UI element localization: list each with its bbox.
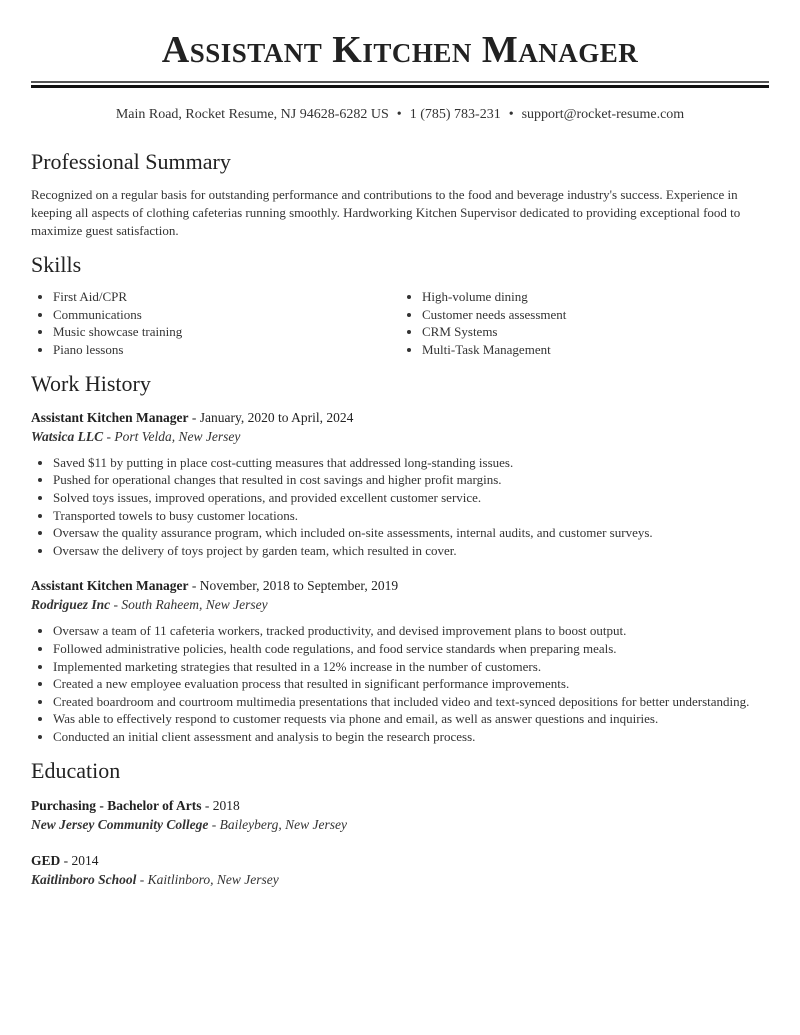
edu-degree-line — [31, 796, 769, 816]
bullet-separator: • — [396, 107, 402, 122]
edu-degree: GED — [31, 852, 61, 868]
contact-line — [31, 105, 769, 125]
skill-item: • Piano lessons — [53, 341, 400, 359]
resume-title: Assistant Kitchen Manager — [161, 29, 639, 71]
job-entry — [31, 408, 769, 560]
skill-item: • Customer needs assessment — [422, 306, 769, 324]
skill-item: • Multi-Task Management — [422, 341, 769, 359]
bullet-separator: • — [508, 107, 514, 122]
job-company: Watsica LLC — [31, 428, 104, 444]
job-bullet: • Pushed for operational changes that resulted in cost savings and higher profit margins. — [53, 471, 769, 489]
skill-item: • High-volume dining — [422, 288, 769, 306]
job-bullet: • Created boardroom and courtroom multimedia presentations that included video and text-synced depositions for better understanding. — [53, 693, 769, 711]
skill-item: • Communications — [53, 306, 400, 324]
edu-year: - 2018 — [201, 797, 240, 813]
section-heading-work-history: Work History — [31, 370, 151, 396]
edu-location: - Baileyberg, New Jersey — [208, 817, 347, 833]
summary-text: Recognized on a regular basis for outstanding performance and contributions to the food and beverage industry's success. Experience in keeping all aspects of clothing cafeterias running smoothly. Hardworking Kitchen Supervisor dedicated to providing exceptional food to maximize guest satisfaction. — [31, 187, 741, 238]
job-bullet: • Followed administrative policies, health code regulations, and food service standards when preparing meals. — [53, 640, 769, 658]
job-company-line — [31, 595, 769, 614]
contact-address: Main Road, Rocket Resume, NJ 94628-6282 US — [115, 107, 389, 122]
job-company-line — [31, 427, 769, 446]
skill-item: • First Aid/CPR — [53, 288, 400, 306]
edu-location: - Kaitlinboro, New Jersey — [136, 872, 279, 888]
job-bullet: • Solved toys issues, improved operations, and provided excellent customer service. — [53, 489, 769, 507]
job-bullet: • Created a new employee evaluation process that resulted in significant performance improvements. — [53, 675, 769, 693]
section-heading-education: Education — [31, 757, 121, 783]
job-bullet: • Oversaw the delivery of toys project by garden team, which resulted in cover. — [53, 542, 769, 560]
edu-school-line — [31, 870, 769, 890]
skills-column-left — [31, 288, 400, 359]
job-title-line — [31, 576, 769, 595]
job-title: Assistant Kitchen Manager — [31, 409, 189, 425]
job-title-line — [31, 408, 769, 427]
job-bullet: • Oversaw the quality assurance program, which included on-site assessments, internal audits, and customer surveys. — [53, 524, 769, 542]
edu-year: - 2014 — [60, 852, 99, 868]
job-dates: - January, 2020 to April, 2024 — [188, 409, 354, 425]
double-rule-divider — [31, 81, 769, 88]
job-bullet: • Oversaw a team of 11 cafeteria workers, tracked productivity, and devised improvement plans to boost output. — [53, 622, 769, 640]
job-bullet: • Saved $11 by putting in place cost-cutting measures that addressed long-standing issues. — [53, 454, 769, 472]
skill-item: • Music showcase training — [53, 323, 400, 341]
edu-school: Kaitlinboro School — [31, 872, 137, 888]
contact-email: support@rocket-resume.com — [521, 107, 685, 122]
skill-item: • CRM Systems — [422, 323, 769, 341]
job-bullet: • Was able to effectively respond to customer requests via phone and email, as well as answer questions and inquiries. — [53, 710, 769, 728]
job-title: Assistant Kitchen Manager — [31, 578, 189, 594]
job-location: - Port Velda, New Jersey — [103, 428, 241, 444]
rule-thick — [31, 85, 769, 88]
edu-degree-line — [31, 851, 769, 871]
job-dates: - November, 2018 to September, 2019 — [188, 578, 399, 594]
job-location: - South Raheem, New Jersey — [110, 597, 268, 613]
education-entry — [31, 796, 769, 835]
job-bullet: • Conducted an initial client assessment and analysis to begin the research process. — [53, 728, 769, 746]
job-entry — [31, 576, 769, 745]
job-bullet: • Implemented marketing strategies that resulted in a 12% increase in the number of customers. — [53, 658, 769, 676]
contact-phone: 1 (785) 783-231 — [409, 107, 501, 122]
edu-school-line — [31, 815, 769, 835]
skills-list — [31, 288, 769, 359]
section-heading-skills: Skills — [31, 252, 82, 277]
job-bullets — [31, 454, 769, 560]
job-bullets — [31, 622, 769, 745]
rule-thin — [31, 81, 769, 83]
section-heading-summary: Professional Summary — [31, 149, 231, 174]
job-bullet: • Transported towels to busy customer locations. — [53, 507, 769, 525]
skills-column-right — [400, 288, 769, 359]
job-company: Rodriguez Inc — [31, 597, 111, 613]
edu-degree: Purchasing - Bachelor of Arts — [31, 797, 202, 813]
education-entry — [31, 851, 769, 890]
edu-school: New Jersey Community College — [31, 817, 209, 833]
